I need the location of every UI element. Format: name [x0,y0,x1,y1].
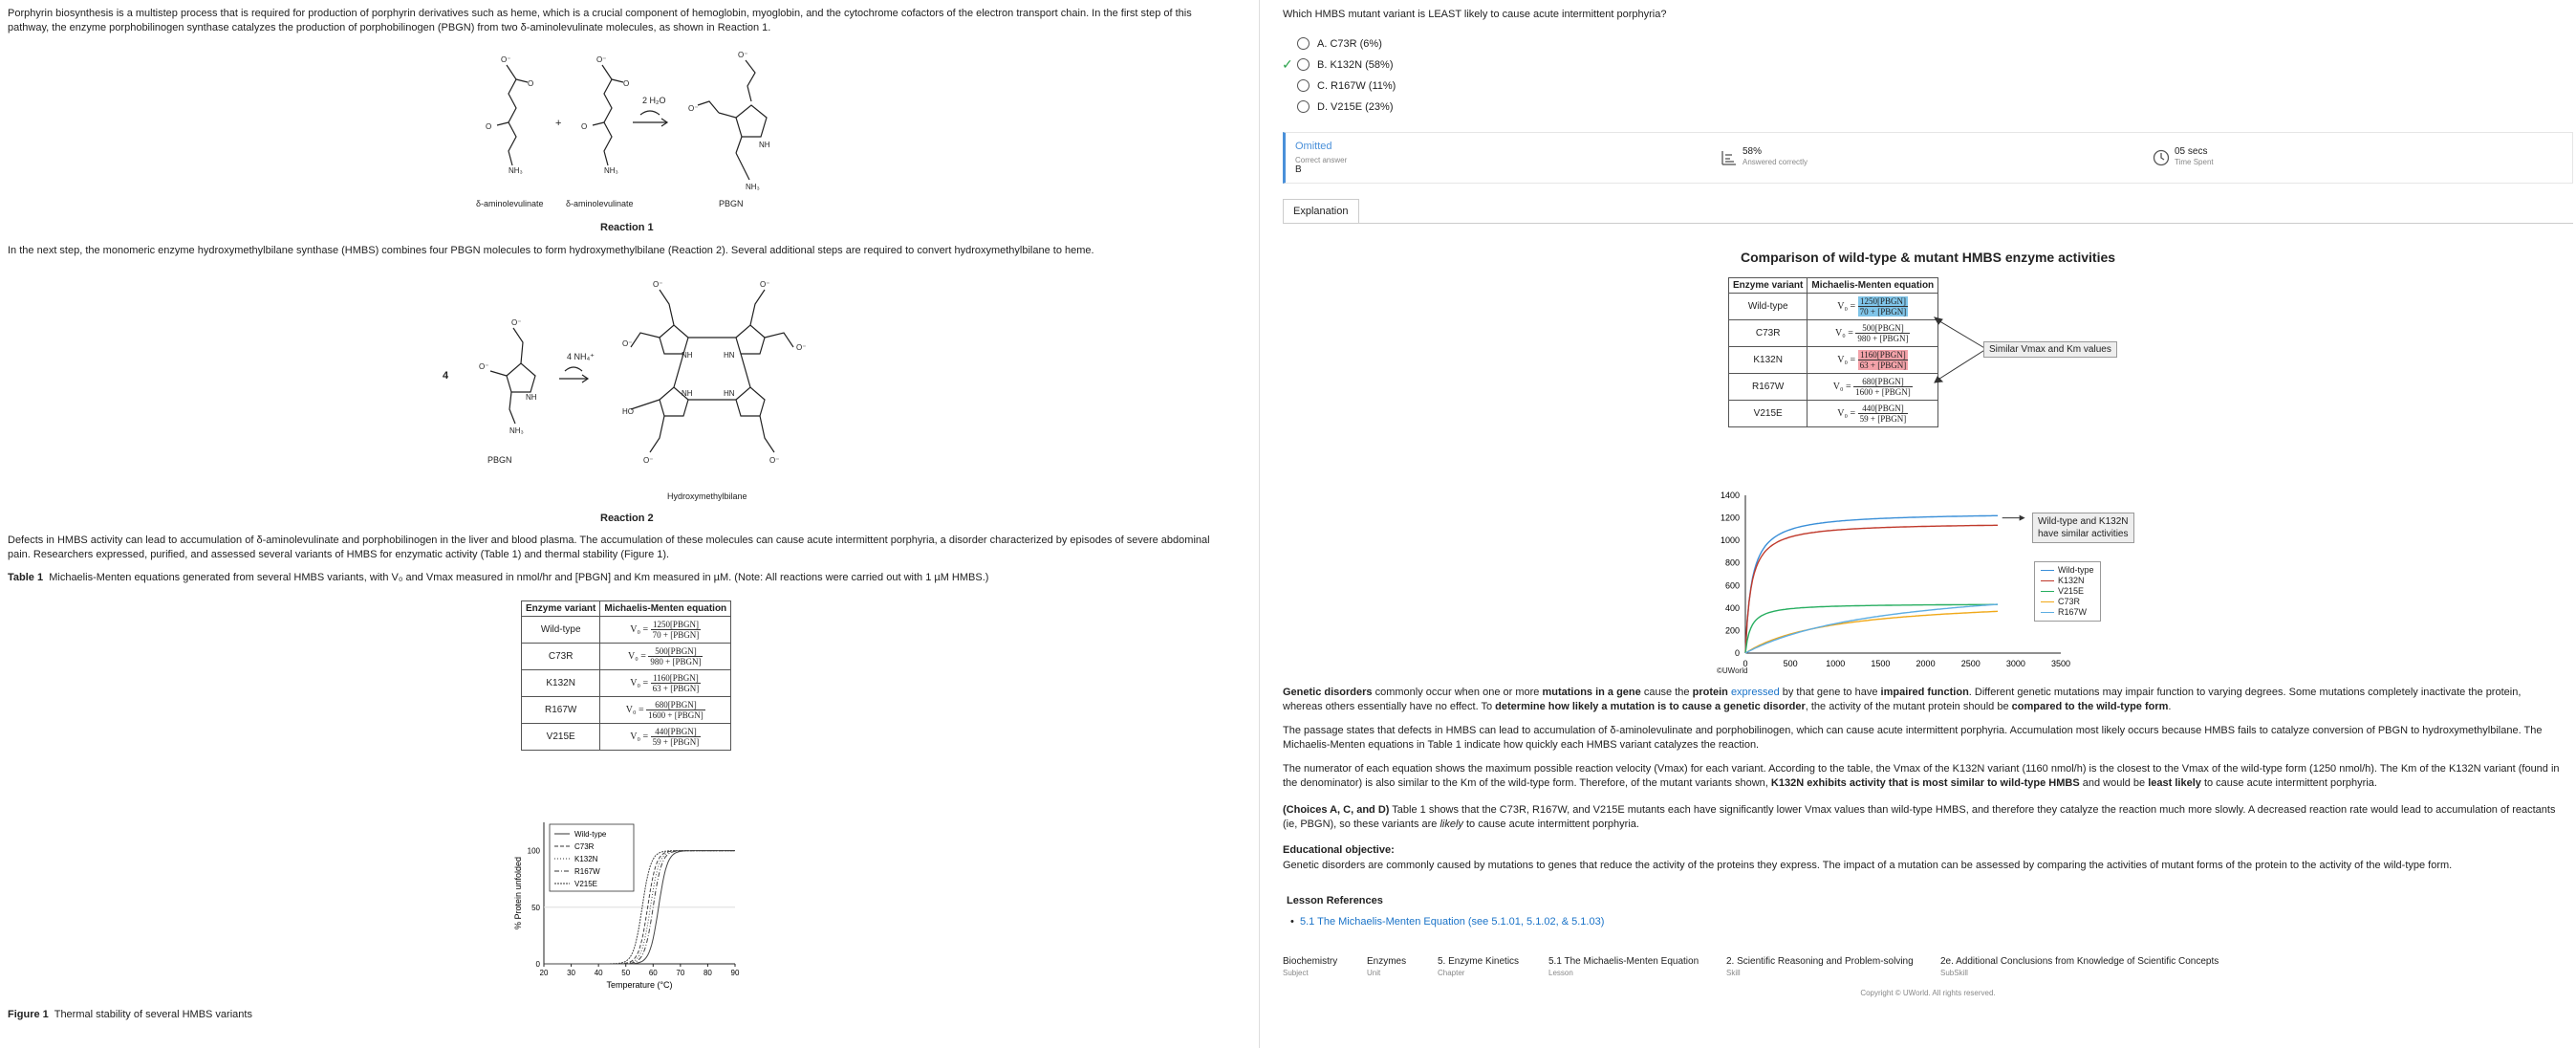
question-text: Which HMBS mutant variant is LEAST likely to cause acute intermittent porphyria? [1283,9,1667,20]
choice-d-label: D. V215E (23%) [1317,100,1394,113]
footer-label: SubSkill [1940,969,1968,977]
footer-item [1438,956,1519,977]
exp-p4-text-2: to cause acute intermittent porphyria. [1462,819,1639,830]
table-caption-text: Michaelis-Menten equations generated from several HMBS variants, with V₀ and Vmax measured in nmol/hr and [PBGN] and Km measured in µM. (Note: All reactions were carried out with 1 µM HMBS.) [49,572,989,583]
svg-text:O⁻: O⁻ [643,456,654,465]
status-omitted: Omitted [1295,141,1332,152]
table-header-equation: Michaelis-Menten equation [600,601,731,617]
v0-label: V₀ = [1837,354,1856,365]
reaction-2-coefficient: 4 [443,370,449,382]
svg-text:NH₃: NH₃ [746,183,760,191]
footer-label: Chapter [1438,969,1465,977]
svg-text:O⁻: O⁻ [501,55,511,64]
variant-cell: R167W [522,697,600,724]
exp-p1-impaired: impaired function [1880,687,1969,698]
variant-cell: K132N [1729,347,1808,374]
clock-icon [2153,149,2170,166]
variant-cell: C73R [522,644,600,670]
equation-denominator: 63 + [PBGN] [652,684,700,693]
svg-text:NH₃: NH₃ [509,166,523,175]
svg-text:O: O [623,79,630,88]
lesson-references-heading: Lesson References [1287,895,1383,906]
reaction-2-title: Reaction 2 [600,513,654,524]
table-row [522,617,731,644]
passage-paragraph-1: Porphyrin biosynthesis is a multistep process that is required for production of porphyrin derivatives such as heme, which is a crucial component of hemoglobin, myoglobin, and the cytochrome cofactors of the electron transport chain. In the first step of this pathway, the enzyme porphobilinogen synthase catalyzes the production of porphobilinogen (PBGN) from two δ-aminolevulinate molecules, as shown in Reaction 1. [8,8,1192,33]
radio-a[interactable] [1297,37,1310,50]
table-row [1729,374,1938,401]
y-tick-label: 1000 [1720,535,1740,546]
passage-paragraph-3: Defects in HMBS activity can lead to accumulation of δ-aminolevulinate and porphobilinogen in the liver and blood plasma. The accumulation of these molecules can cause acute intermittent porphyria, a disorder characterized by episodes of severe abdominal pain. Researchers expressed, purified, and assessed several variants of HMBS for enzymatic activity (Table 1) and thermal stability (Figure 1). [8,535,1210,560]
svg-text:O⁻: O⁻ [738,51,748,59]
legend-label: K132N [574,855,598,863]
exp-p3-text-1: The numerator of each equation shows the maximum possible reaction velocity (Vmax) for each variant. According to the table, the Vmax of the K132N variant (1160 nmol/h) is the closest to the Vmax of the wild-type form (1250 nmol/h). The Km of the K132N variant (found in the denominator) is also similar to the Km of the wild-type form. Therefore, of the mutant variants shown, [1283,763,2560,789]
exp-p4-likely: likely [1440,819,1463,830]
time-spent-label: Time Spent [2175,158,2214,166]
exp-p1-text-1: commonly occur when one or more [1372,687,1543,698]
equation-cell [600,617,731,644]
equation-numerator: 500[PBGN] [1855,323,1910,334]
expressed-link[interactable]: expressed [1730,687,1780,698]
footer-label: Lesson [1548,969,1573,977]
table-caption [8,571,1222,585]
v0-label: V₀ = [1832,381,1851,392]
legend-label: C73R [2058,597,2081,606]
v0-label: V₀ = [630,623,649,635]
exp-p1-mutations: mutations in a gene [1542,687,1641,698]
equation-denominator: 59 + [PBGN] [652,737,700,747]
footer-label: Skill [1726,969,1741,977]
equation-cell [600,724,731,751]
lesson-reference-link[interactable]: 5.1 The Michaelis-Menten Equation (see 5.1.01, 5.1.02, & 5.1.03) [1299,916,1605,928]
variant-cell: R167W [1729,374,1808,401]
exp-p1-period: . [2168,701,2172,712]
svg-text:NH: NH [759,141,770,149]
figure-caption-label: Figure 1 [8,1009,49,1020]
x-tick-label: 1000 [1826,659,1846,668]
figure-caption-text: Thermal stability of several HMBS variants [54,1009,252,1020]
footer-label: Subject [1283,969,1309,977]
x-tick-label: 2000 [1916,659,1936,668]
x-tick-label: 500 [1783,659,1798,668]
percent-correct-value: 58% [1743,146,1763,157]
table-row [522,697,731,724]
copyright-text: Copyright © UWorld. All rights reserved. [1860,989,1996,997]
footer-value: 2e. Additional Conclusions from Knowledge of Scientific Concepts [1940,956,2219,967]
callout-similar-values: Similar Vmax and Km values [1983,341,2117,358]
equation-denominator: 1600 + [PBGN] [1855,387,1911,397]
explanation-table [1728,277,1938,427]
equation-cell [600,644,731,670]
equation-cell [1808,347,1938,374]
tab-explanation[interactable]: Explanation [1283,199,1359,223]
series-line [1745,515,1998,653]
x-tick-label: 2500 [1960,659,1981,668]
explanation-paragraph-3 [1283,762,2564,791]
radio-b[interactable] [1297,58,1310,71]
exp-p1-text-2: cause the [1640,687,1693,698]
x-tick-label: 50 [621,969,631,977]
passage-paragraph-2: In the next step, the monomeric enzyme hydroxymethylbilane synthase (HMBS) combines four PBGN molecules to form hydroxymethylbilane (Reaction 2). Several additional steps are required to convert hydroxymethylbilane to heme. [8,245,1094,256]
correct-answer-value: B [1295,164,1302,175]
legend-swatch [2041,601,2054,602]
exp-p1-protein: protein [1692,687,1728,698]
r2-label-1: PBGN [487,455,512,465]
table-row [1729,401,1938,427]
educational-objective-heading: Educational objective: [1283,844,1395,856]
correct-answer-label: Correct answer [1295,156,1348,164]
figure-caption [8,1008,252,1022]
bar-chart-icon [1721,149,1738,166]
svg-text:O⁻: O⁻ [796,343,807,352]
legend-label: Wild-type [574,830,607,839]
table-header-variant: Enzyme variant [522,601,600,617]
legend-label: Wild-type [2058,565,2094,575]
footer-value: Enzymes [1367,956,1407,967]
equation-fraction [1858,296,1909,317]
choice-b[interactable] [1297,58,1393,71]
equation-denominator: 59 + [PBGN] [1859,414,1907,424]
series-line [1745,604,1998,653]
y-tick-label: 50 [531,903,540,912]
svg-text:NH: NH [682,389,693,398]
choice-b-label: B. K132N (58%) [1317,58,1394,71]
exp-p1-text-3: by that gene to have [1779,687,1881,698]
series-line [1745,525,1998,653]
equation-denominator: 980 + [PBGN] [1857,334,1909,343]
equation-numerator: 1250[PBGN] [1858,296,1909,307]
footer-item [1548,956,1699,977]
r1-label-3: PBGN [719,199,744,208]
x-tick-label: 20 [539,969,549,977]
legend-entry [2041,565,2094,576]
footer-value: Biochemistry [1283,956,1338,967]
svg-text:HO: HO [622,407,634,416]
r1-label-2: δ-aminolevulinate [566,199,634,208]
water-label: 2 H₂O [642,96,666,105]
equation-fraction [648,646,703,666]
y-tick-label: 800 [1724,557,1740,568]
y-tick-label: 600 [1724,580,1740,591]
legend-entry [2041,576,2094,586]
tab-divider [1283,223,2573,224]
equation-cell [600,670,731,697]
bullet-icon: • [1290,916,1300,928]
exp-p1-determine: determine how likely a mutation is to cause a genetic disorder [1495,701,1806,712]
exp-p3-text-3: to cause acute intermittent porphyria. [2200,777,2377,789]
equation-numerator: 440[PBGN] [651,727,702,737]
time-spent-value: 05 secs [2175,146,2208,157]
footer-value: 5. Enzyme Kinetics [1438,956,1520,967]
x-tick-label: 0 [1743,659,1748,668]
callout-bracket [1931,306,1988,392]
figure-1-chart [511,813,750,994]
exp-p4-choices: (Choices A, C, and D) [1283,804,1390,816]
equation-fraction [651,673,702,693]
exp-p1-text-4: . Different genetic mutations may impair function to varying degrees. Some mutations completely inactivate the protein, whereas others essentially have no effect. To [1283,687,2522,712]
equation-numerator: 680[PBGN] [646,700,705,710]
table-row [522,724,731,751]
x-tick-label: 30 [567,969,576,977]
equation-denominator: 63 + [PBGN] [1859,360,1907,370]
footer-value: 2. Scientific Reasoning and Problem-solving [1726,956,1914,967]
svg-text:NH: NH [526,393,537,402]
legend-entry [2041,607,2094,618]
footer-item [1726,956,1914,977]
equation-numerator: 680[PBGN] [1853,377,1913,387]
passage-panel [0,0,1260,1048]
exp-table-header-variant: Enzyme variant [1729,278,1808,294]
reaction-1-diagram [459,46,803,208]
callout-wildtype-k132n [2032,513,2134,543]
callout2-line2: have similar activities [2038,529,2129,539]
x-tick-label: 3000 [2005,659,2025,668]
y-tick-label: 1200 [1720,513,1740,523]
exp-p4-text-1: Table 1 shows that the C73R, R167W, and V215E mutants each have significantly lower Vmax values than wild-type HMBS, and therefore they catalyze the reaction much more slowly. A decreased reaction rate would lead to accumulation of reactants (ie, PBGN), so these variants are [1283,804,2556,830]
table-row [522,644,731,670]
callout-arrow-head [2020,515,2025,521]
choice-c[interactable] [1297,79,1396,92]
reaction-1-title: Reaction 1 [600,222,654,233]
variant-cell: Wild-type [522,617,600,644]
svg-text:O: O [581,122,588,131]
svg-text:O⁻: O⁻ [760,280,770,289]
y-tick-label: 0 [1734,648,1740,658]
table-row [1729,347,1938,374]
equation-numerator: 1250[PBGN] [651,620,702,630]
exp-table-header-equation: Michaelis-Menten equation [1808,278,1938,294]
v0-label: V₀ = [625,704,644,715]
equation-fraction [651,620,702,640]
legend-label: V215E [2058,586,2085,596]
svg-text:O⁻: O⁻ [511,318,522,327]
choice-a-label: A. C73R (6%) [1317,37,1382,50]
legend-label: K132N [2058,576,2085,585]
variant-cell: K132N [522,670,600,697]
x-tick-label: 80 [703,969,712,977]
svg-text:HN: HN [724,351,735,360]
legend-entry [2041,586,2094,597]
y-tick-label: 1400 [1720,491,1740,500]
v0-label: V₀ = [630,677,649,688]
r2-label-2: Hydroxymethylbilane [667,491,747,501]
exp-p3-bold-2: least likely [2148,777,2201,789]
y-tick-label: 100 [527,846,540,856]
equation-fraction [1853,377,1913,397]
equation-denominator: 1600 + [PBGN] [648,710,704,720]
explanation-title: Comparison of wild-type & mutant HMBS enzyme activities [1740,250,2116,265]
exp-p1-genetic-disorders: Genetic disorders [1283,687,1373,698]
footer-label: Unit [1367,969,1381,977]
equation-cell [1808,374,1938,401]
footer-value: 5.1 The Michaelis-Menten Equation [1548,956,1699,967]
variant-cell: V215E [522,724,600,751]
equation-cell [1808,294,1938,320]
svg-text:O: O [528,79,534,88]
equation-fraction [1855,323,1910,343]
equation-fraction [1858,350,1909,370]
variant-cell: C73R [1729,320,1808,347]
series-line [1745,604,1998,653]
footer-item [1940,956,2219,977]
svg-text:O: O [486,122,492,131]
svg-text:O⁻: O⁻ [688,104,699,113]
y-tick-label: 400 [1724,602,1740,613]
x-tick-label: 60 [648,969,658,977]
v0-label: V₀ = [1835,327,1853,338]
uworld-mark: ©UWorld [1717,666,1748,675]
equation-numerator: 1160[PBGN] [1858,350,1909,360]
r1-label-1: δ-aminolevulinate [476,199,544,208]
table-row [1729,294,1938,320]
svg-text:NH₃: NH₃ [604,166,618,175]
footer-item [1283,956,1337,977]
legend-label: C73R [574,842,595,851]
stats-bar [1283,132,2573,184]
x-axis-label: Temperature (°C) [606,980,673,990]
svg-text:O⁻: O⁻ [653,280,663,289]
v0-label: V₀ = [1837,407,1856,419]
x-tick-label: 1500 [1871,659,1891,668]
x-tick-label: 3500 [2050,659,2071,668]
equation-cell [1808,320,1938,347]
v0-label: V₀ = [1837,300,1856,312]
y-axis-label: % Protein unfolded [513,856,523,930]
svg-text:O⁻: O⁻ [769,456,780,465]
v0-label: V₀ = [630,731,649,742]
svg-text:NH: NH [682,351,693,360]
educational-objective-text: Genetic disorders are commonly caused by mutations to genes that reduce the activity of the proteins they express. The impact of a mutation can be assessed by comparing the activities of mutant forms of the protein to the activity of the wild-type form. [1283,860,2453,871]
equation-denominator: 70 + [PBGN] [652,630,700,640]
ammonium-label: 4 NH₄⁺ [567,352,595,361]
y-tick-label: 0 [535,960,540,969]
variant-cell: Wild-type [1729,294,1808,320]
legend-swatch [2041,580,2054,581]
variant-cell: V215E [1729,401,1808,427]
lesson-reference-item [1290,916,1604,928]
equation-numerator: 500[PBGN] [648,646,703,657]
explanation-paragraph-4 [1283,803,2564,832]
equation-denominator: 70 + [PBGN] [1859,307,1907,317]
x-tick-label: 70 [676,969,685,977]
x-tick-label: 40 [594,969,603,977]
svg-text:NH₃: NH₃ [509,426,524,435]
table-row [1729,320,1938,347]
svg-text:HN: HN [724,389,735,398]
equation-numerator: 440[PBGN] [1858,404,1909,414]
reaction-1-plus: + [555,118,562,129]
exp-p1-text-5: , the activity of the mutant protein should be [1805,701,2012,712]
callout2-line1: Wild-type and K132N [2038,516,2129,527]
exp-p1-compare: compared to the wild-type form [2011,701,2169,712]
percent-correct-label: Answered correctly [1743,158,1808,166]
legend-swatch [2041,612,2054,613]
equation-fraction [651,727,702,747]
radio-d[interactable] [1297,100,1310,113]
legend-label: V215E [574,880,598,888]
equation-cell [1808,401,1938,427]
footer-item [1367,956,1406,977]
equation-cell [600,697,731,724]
explanation-chart-legend [2034,561,2101,622]
legend-entry [2041,597,2094,607]
table-caption-label: Table 1 [8,572,44,583]
table-row [522,670,731,697]
explanation-paragraph-1 [1283,686,2564,714]
y-tick-label: 200 [1724,625,1740,636]
svg-text:O⁻: O⁻ [596,55,607,64]
legend-swatch [2041,591,2054,592]
choice-c-label: C. R167W (11%) [1317,79,1396,92]
radio-c[interactable] [1297,79,1310,92]
equation-fraction [1858,404,1909,424]
correct-check-icon: ✓ [1282,56,1293,72]
equation-fraction [646,700,705,720]
equation-denominator: 980 + [PBGN] [650,657,702,666]
legend-label: R167W [2058,607,2088,617]
v0-label: V₀ = [628,650,646,662]
x-tick-label: 90 [730,969,740,977]
legend-swatch [2041,570,2054,571]
svg-text:O⁻: O⁻ [479,362,489,371]
exp-p3-bold-1: K132N exhibits activity that is most similar to wild-type HMBS [1770,777,2080,789]
legend-label: R167W [574,867,600,876]
choice-d[interactable] [1297,100,1393,113]
equation-numerator: 1160[PBGN] [651,673,702,684]
exp-p3-text-2: and would be [2079,777,2149,789]
choice-a[interactable] [1297,37,1382,50]
svg-text:O⁻: O⁻ [622,339,633,348]
explanation-paragraph-2: The passage states that defects in HMBS can lead to accumulation of δ-aminolevulinate and porphobilinogen, which can cause acute intermittent porphyria. Accumulation most likely occurs because HMBS fails to catalyze conversion of PBGN to hydroxymethylbilane. The Michaelis-Menten equations in Table 1 indicate how quickly each HMBS variant catalyzes the reaction. [1283,725,2543,751]
passage-table-1 [521,600,731,751]
